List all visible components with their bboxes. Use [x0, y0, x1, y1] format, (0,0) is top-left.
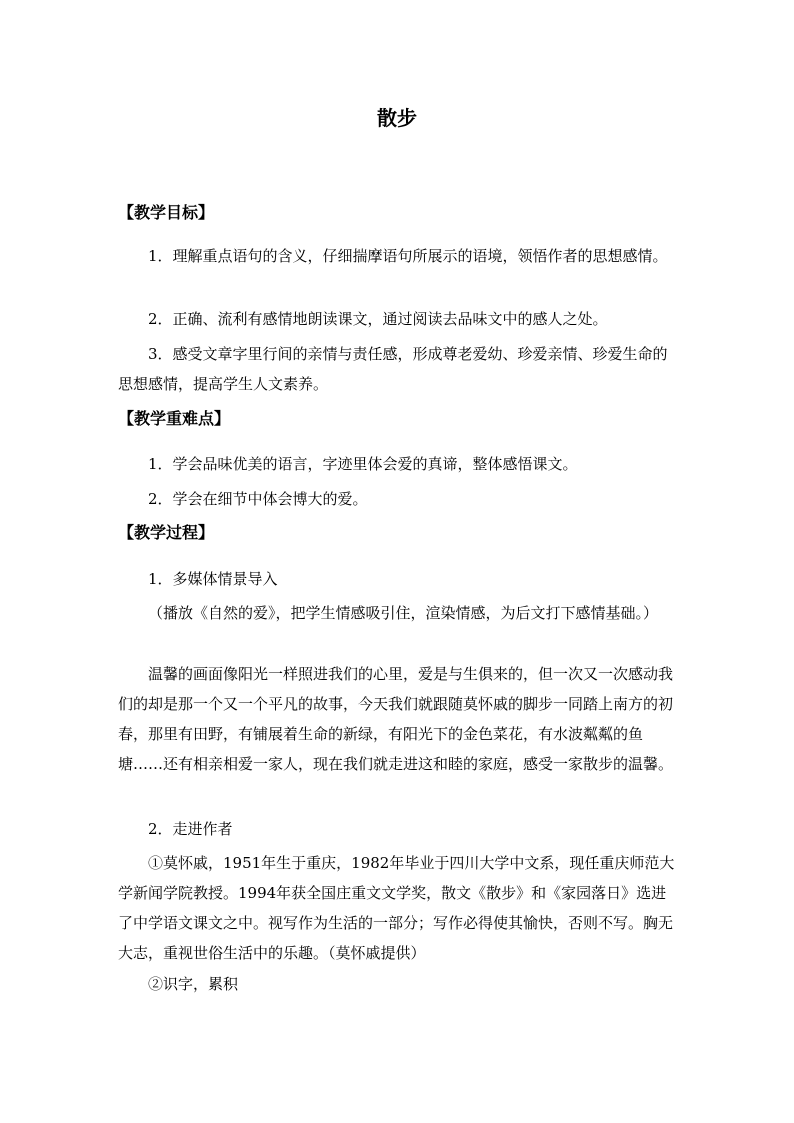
key-point-item-1: 1．学会品味优美的语言，字迹里体会爱的真谛，整体感悟课文。 — [148, 455, 578, 473]
key-point-item-2: 2．学会在细节中体会博大的爱。 — [148, 490, 368, 508]
goal-item-2: 2．正确、流利有感情地朗读课文，通过阅读去品味文中的感人之处。 — [148, 310, 608, 328]
process-item-3: 温馨的画面像阳光一样照进我们的心里，爱是与生俱来的，但一次又一次感动我们的却是那一个又一个平凡的故事，今天我们就跟随莫怀戚的脚步一同踏上南方的初春，那里有田野，有铺展着生命的新绿，有阳光下的金色菜花，有水波粼粼的鱼塘……还有相亲相爱一家人，现在我们就走进这和睦的家庭，感受一家散步的温馨。 — [118, 665, 674, 773]
process-item-4: 2．走进作者 — [148, 820, 233, 838]
goal-item-3: 3．感受文章字里行间的亲情与责任感，形成尊老爱幼、珍爱亲情、珍爱生命的思想感情，提高学生人文素养。 — [118, 345, 668, 393]
page-title: 散步 — [377, 106, 417, 130]
process-item-1: 1．多媒体情景导入 — [148, 570, 278, 588]
process-item-6: ②识字，累积 — [148, 975, 239, 993]
section-heading-process: 【教学过程】 — [118, 523, 215, 542]
section-heading-key-points: 【教学重难点】 — [118, 409, 231, 428]
process-item-2: （播放《自然的爱》，把学生情感吸引住，渲染情感，为后文打下感情基础。） — [148, 604, 659, 622]
section-heading-goals: 【教学目标】 — [118, 203, 215, 222]
goal-item-1: 1．理解重点语句的含义，仔细揣摩语句所展示的语境，领悟作者的思想感情。 — [148, 247, 668, 265]
process-item-5: ①莫怀戚，1951年生于重庆，1982年毕业于四川大学中文系，现任重庆师范大学新闻学院教授。1994年获全国庄重文文学奖，散文《散步》和《家园落日》选进了中学语文课文之中。视写作为生活的一部分；写作必得使其愉快，否则不写。胸无大志，重视世俗生活中的乐趣。（莫怀戚提供） — [118, 854, 675, 962]
